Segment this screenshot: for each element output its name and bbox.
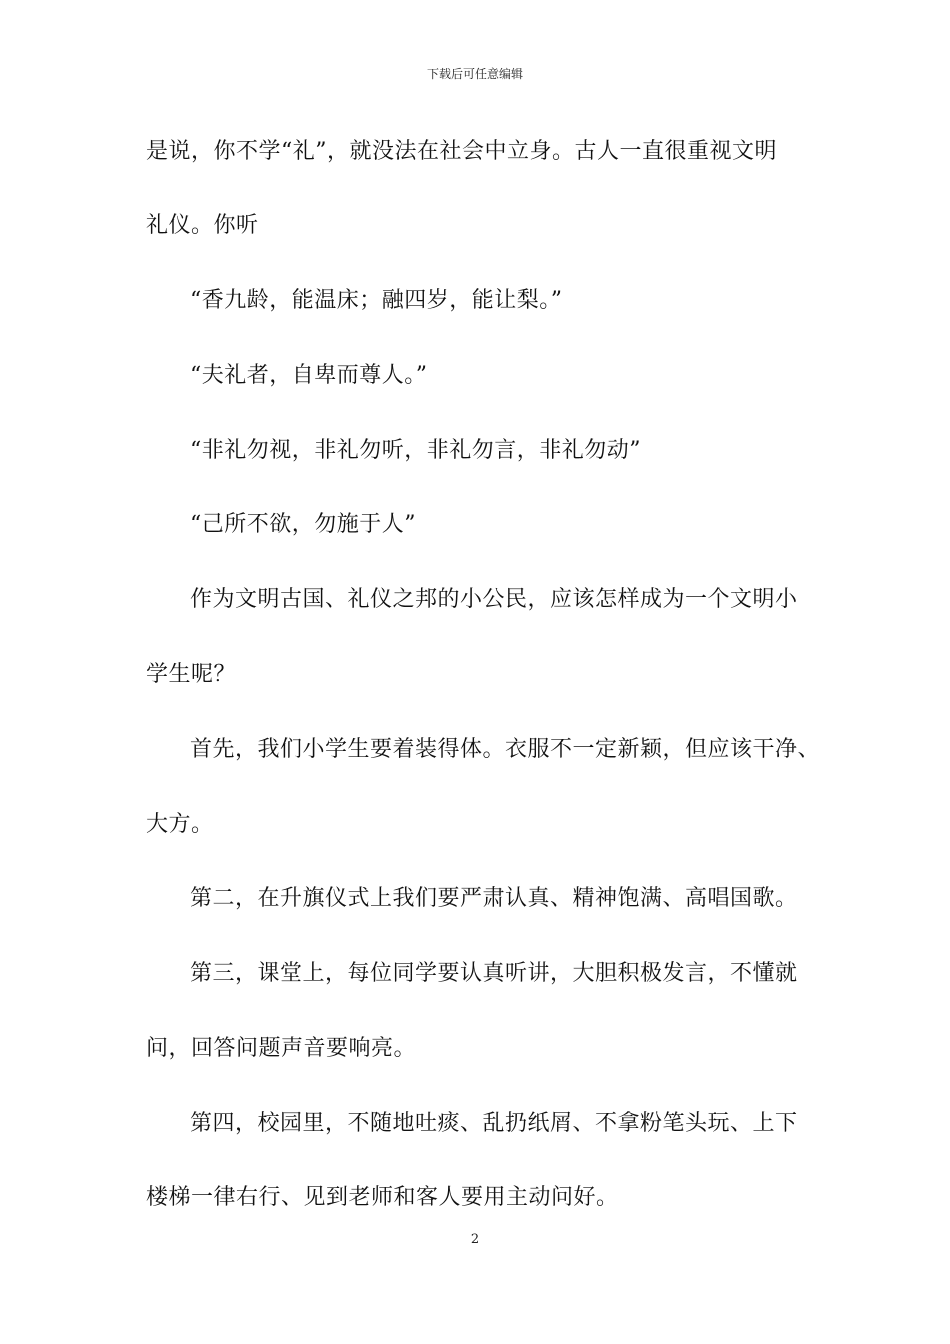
body-line-9: 首先，我们小学生要着装得体。衣服不一定新颖，但应该干净、 <box>190 737 821 762</box>
page-number: 2 <box>470 1232 480 1247</box>
page-header: 下载后可任意编辑 <box>426 67 523 81</box>
quote-line-2: “夫礼者，自卑而尊人。” <box>190 363 428 388</box>
body-line-1: 是说，你不学“礼”，就没法在社会中立身。古人一直很重视文明 <box>146 139 777 164</box>
body-line-11: 第二，在升旗仪式上我们要严肃认真、精神饱满、高唱国歌。 <box>190 886 798 911</box>
body-line-13: 问，回答问题声音要响亮。 <box>146 1036 417 1061</box>
body-line-8: 学生呢？ <box>146 662 237 687</box>
body-line-15: 楼梯一律右行、见到老师和客人要用主动问好。 <box>146 1185 619 1210</box>
body-line-10: 大方。 <box>146 812 214 837</box>
quote-line-4: “己所不欲，勿施于人” <box>190 512 416 537</box>
body-line-14: 第四，校园里，不随地吐痰、乱扔纸屑、不拿粉笔头玩、上下 <box>190 1111 798 1136</box>
body-line-2: 礼仪。你听 <box>146 213 259 238</box>
body-line-12: 第三，课堂上，每位同学要认真听讲，大胆积极发言，不懂就 <box>190 961 798 986</box>
body-line-7: 作为文明古国、礼仪之邦的小公民，应该怎样成为一个文明小 <box>190 587 798 612</box>
quote-line-1: “香九龄，能温床；融四岁，能让梨。” <box>190 288 563 313</box>
quote-line-3: “非礼勿视，非礼勿听，非礼勿言，非礼勿动” <box>190 438 641 463</box>
